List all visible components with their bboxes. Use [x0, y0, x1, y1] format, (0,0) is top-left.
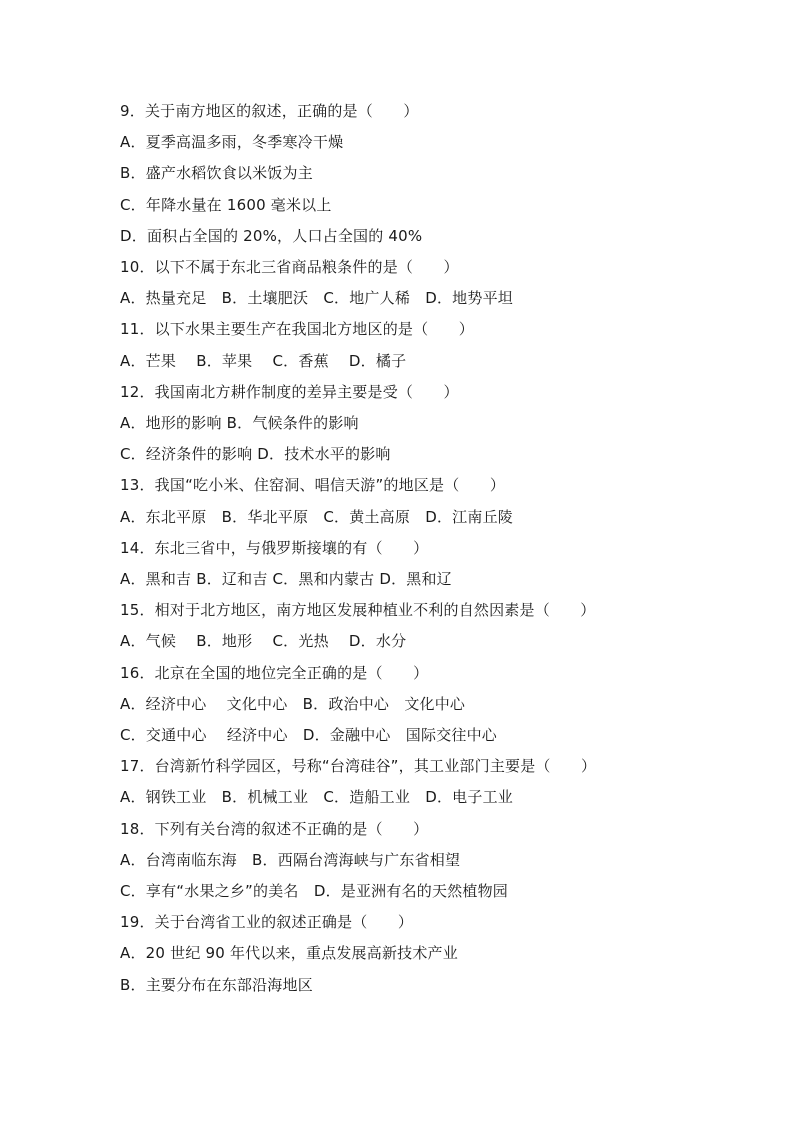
options-13: A．东北平原 B．华北平原 C．黄土高原 D．江南丘陵 [120, 508, 513, 526]
options-15: A．气候 B．地形 C．光热 D．水分 [120, 632, 407, 650]
question-15: 15．相对于北方地区，南方地区发展种植业不利的自然因素是（ ） [120, 601, 596, 619]
question-18: 18．下列有关台湾的叙述不正确的是（ ） [120, 820, 429, 838]
options-12-cd: C．经济条件的影响 D．技术水平的影响 [120, 445, 391, 463]
question-19: 19．关于台湾省工业的叙述正确是（ ） [120, 913, 414, 931]
options-18-ab: A．台湾南临东海 B．西隔台湾海峡与广东省相望 [120, 851, 461, 869]
options-16-cd: C．交通中心 经济中心 D．金融中心 国际交往中心 [120, 726, 497, 744]
option-19a: A．20 世纪 90 年代以来，重点发展高新技术产业 [120, 944, 458, 962]
question-16: 16．北京在全国的地位完全正确的是（ ） [120, 664, 429, 682]
question-14: 14．东北三省中，与俄罗斯接壤的有（ ） [120, 539, 429, 557]
option-19b: B．主要分布在东部沿海地区 [120, 976, 313, 994]
options-16-ab: A．经济中心 文化中心 B．政治中心 文化中心 [120, 695, 466, 713]
option-9c: C．年降水量在 1600 毫米以上 [120, 196, 332, 214]
options-10: A．热量充足 B．土壤肥沃 C．地广人稀 D．地势平坦 [120, 289, 513, 307]
options-14: A．黑和吉 B．辽和吉 C．黑和内蒙古 D．黑和辽 [120, 570, 452, 588]
question-11: 11．以下水果主要生产在我国北方地区的是（ ） [120, 320, 474, 338]
options-18-cd: C．享有“水果之乡”的美名 D．是亚洲有名的天然植物园 [120, 882, 508, 900]
option-9b: B．盛产水稻饮食以米饭为主 [120, 164, 313, 182]
question-13: 13．我国“吃小米、住窑洞、唱信天游”的地区是（ ） [120, 476, 506, 494]
options-17: A．钢铁工业 B．机械工业 C．造船工业 D．电子工业 [120, 788, 513, 806]
question-12: 12．我国南北方耕作制度的差异主要是受（ ） [120, 383, 459, 401]
option-9d: D．面积占全国的 20%，人口占全国的 40% [120, 227, 423, 245]
options-12-ab: A．地形的影响 B．气候条件的影响 [120, 414, 359, 432]
question-10: 10．以下不属于东北三省商品粮条件的是（ ） [120, 258, 459, 276]
options-11: A．芒果 B．苹果 C．香蕉 D．橘子 [120, 352, 407, 370]
question-17: 17．台湾新竹科学园区，号称“台湾硅谷”，其工业部门主要是（ ） [120, 757, 597, 775]
option-9a: A．夏季高温多雨，冬季寒冷干燥 [120, 133, 344, 151]
question-9: 9．关于南方地区的叙述，正确的是（ ） [120, 102, 419, 120]
